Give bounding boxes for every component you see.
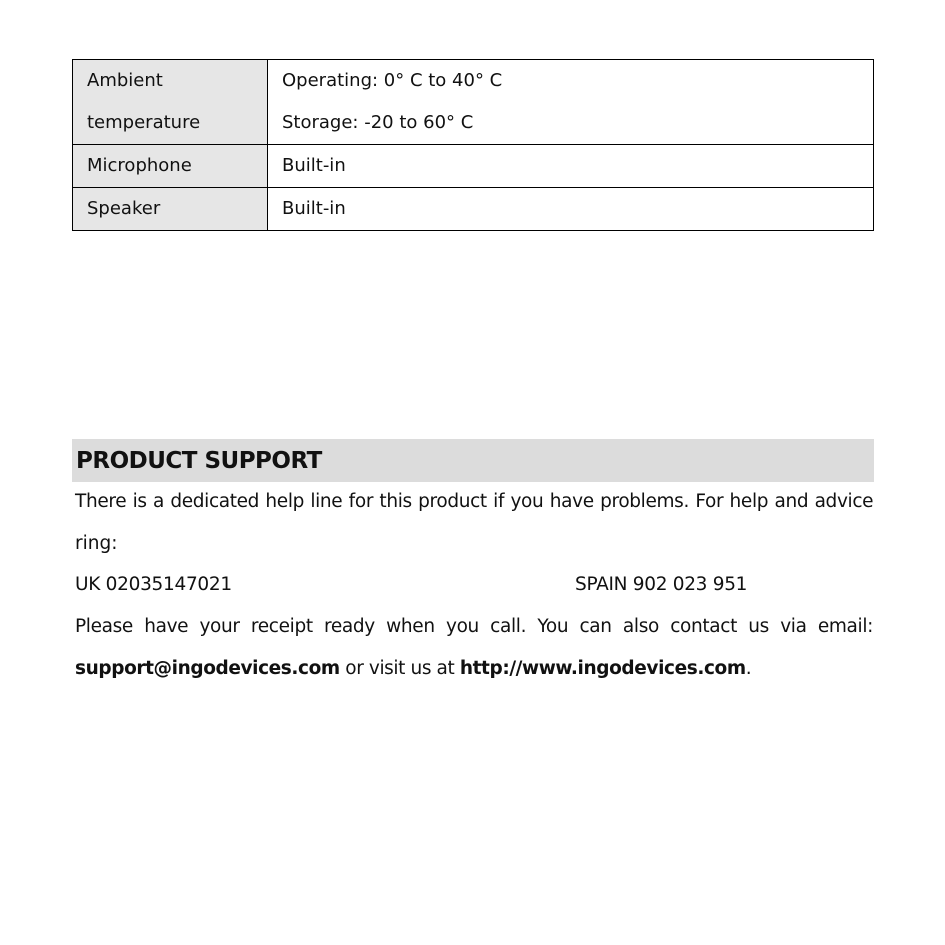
visit-text: or visit us at: [339, 658, 460, 679]
spec-label: Microphone: [87, 155, 192, 176]
support-email-link[interactable]: support@ingodevices.com: [75, 658, 340, 679]
intro-line: There is a dedicated help line for this product if you have problems. For help and advice: [75, 491, 874, 512]
spec-label-cell: [73, 145, 268, 188]
intro-line: ring:: [75, 533, 118, 554]
section-heading-bar: [72, 439, 874, 482]
spec-value: Built-in: [282, 155, 346, 176]
spec-value-cell: [268, 60, 874, 145]
support-intro-paragraph: [75, 481, 873, 565]
specifications-table: [72, 59, 874, 231]
phone-uk: UK 02035147021: [75, 574, 232, 595]
spec-label: Ambient: [87, 70, 163, 91]
spec-label-cell: [73, 188, 268, 231]
table-row: [73, 145, 874, 188]
spec-label: temperature: [87, 112, 201, 133]
spec-label-cell: [73, 60, 268, 145]
table-row: [73, 188, 874, 231]
end-punctuation: .: [745, 658, 752, 679]
phone-numbers: [75, 564, 873, 606]
spec-value: Storage: -20 to 60° C: [282, 112, 474, 133]
table-row: [73, 60, 874, 145]
phone-spain: SPAIN 902 023 951: [575, 574, 748, 595]
contact-paragraph: [75, 606, 873, 690]
receipt-line: Please have your receipt ready when you call. You can also contact us via email:: [75, 616, 873, 637]
spec-value: Operating: 0° C to 40° C: [282, 70, 503, 91]
contact-line: [75, 648, 873, 690]
spec-value-cell: [268, 145, 874, 188]
spec-value-cell: [268, 188, 874, 231]
spec-label: Speaker: [87, 198, 161, 219]
spec-value: Built-in: [282, 198, 346, 219]
section-title: PRODUCT SUPPORT: [76, 448, 322, 474]
website-link[interactable]: http://www.ingodevices.com: [459, 658, 746, 679]
